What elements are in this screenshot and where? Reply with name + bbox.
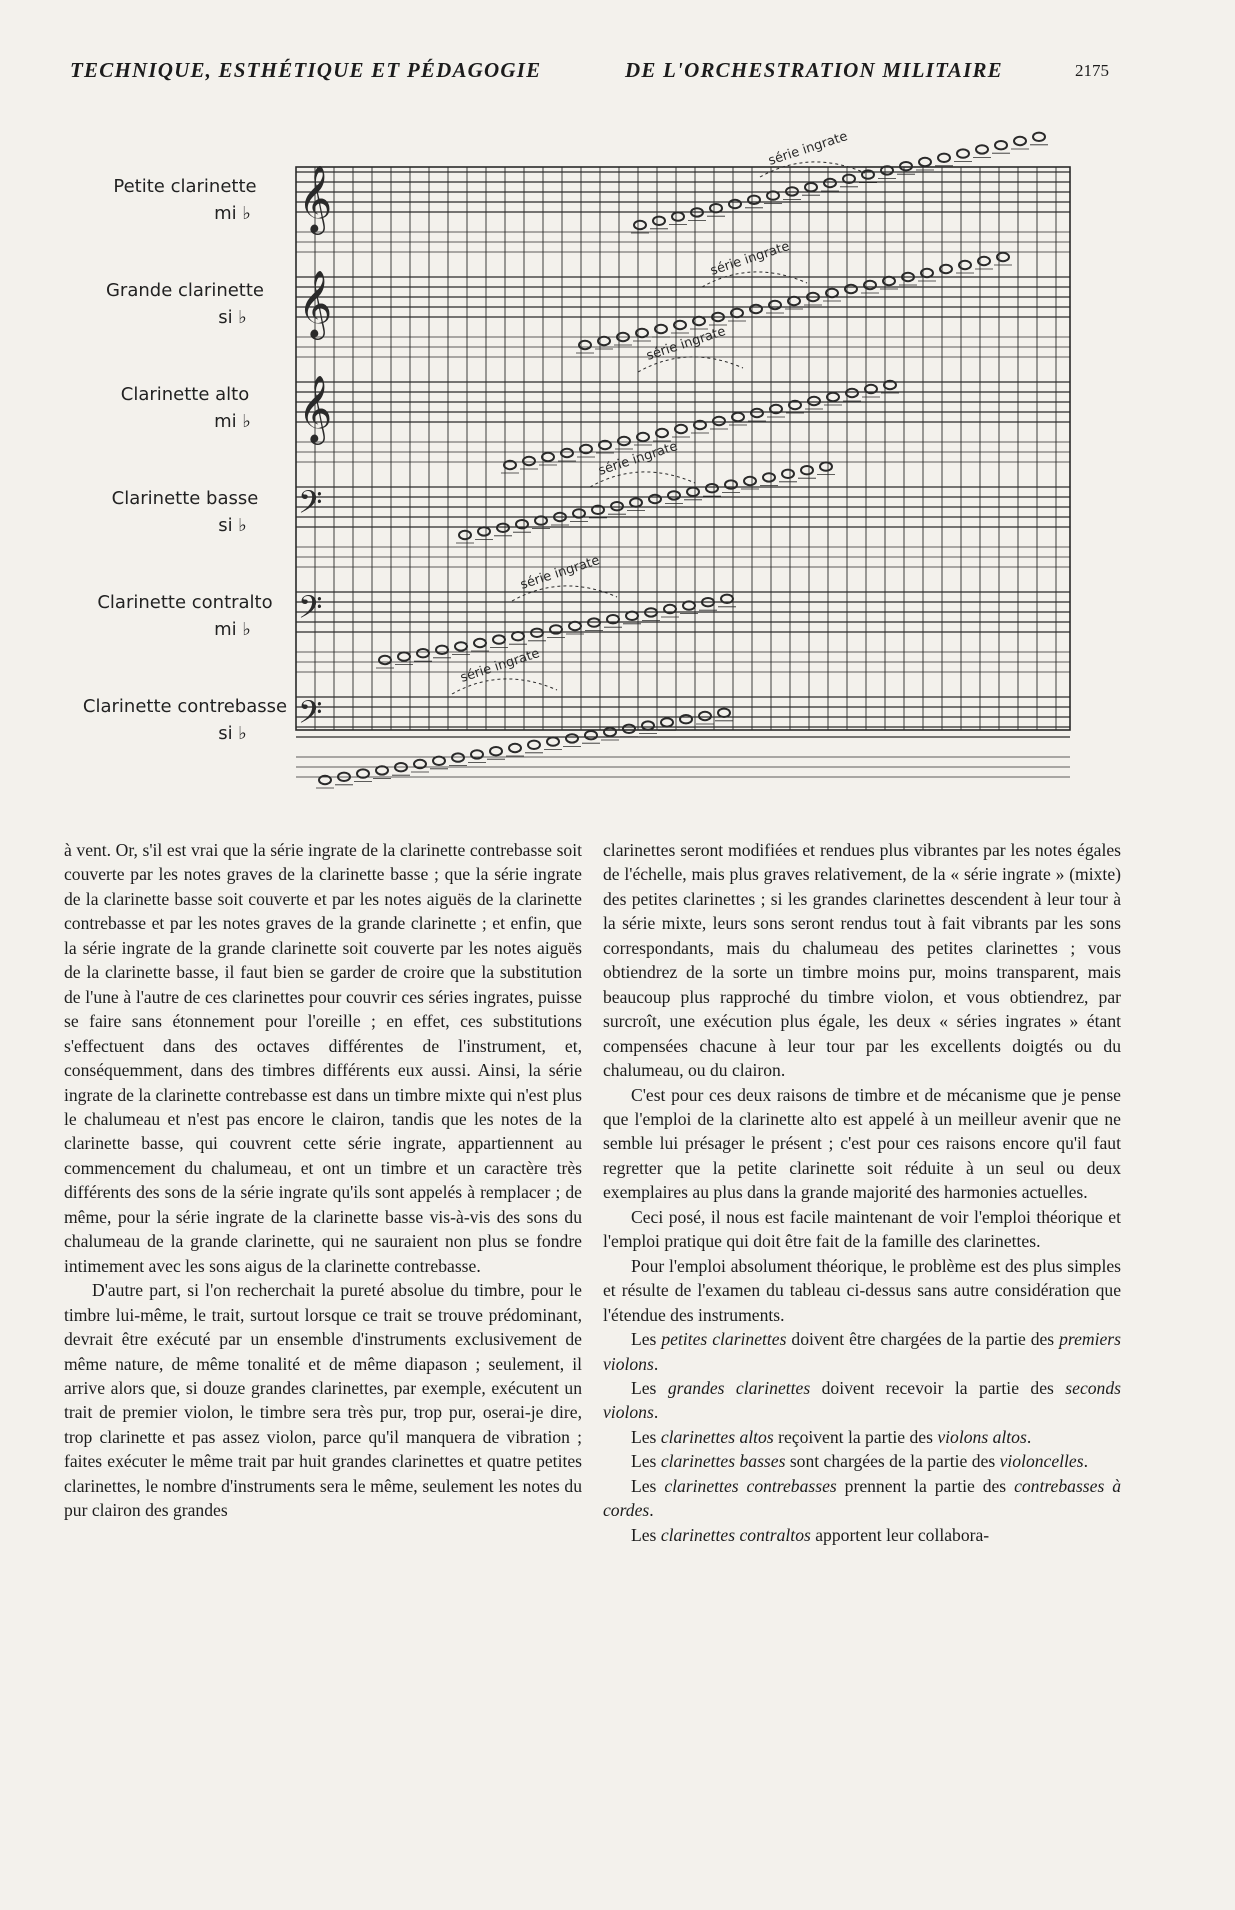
whole-note [474,639,486,647]
whole-note [957,149,969,157]
whole-note [493,635,505,643]
whole-note [379,656,391,664]
instrument-label [70,589,300,643]
treble-clef-icon: 𝄞 [298,374,333,442]
assignment-line: Les clarinettes altos reçoivent la partie des violons altos. [631,1426,1032,1447]
whole-note [1033,133,1045,141]
instrument-key: mi ♭ [214,619,251,640]
instrument-key: si ♭ [218,307,247,328]
instrument-label [70,277,300,331]
whole-note [976,145,988,153]
whole-note [805,183,817,191]
serie-ingrate-label: série ingrate [708,239,792,279]
whole-note [566,734,578,742]
whole-note [687,488,699,496]
serie-ingrate-label: série ingrate [644,324,728,364]
whole-note [801,466,813,474]
whole-note [680,715,692,723]
whole-note [668,491,680,499]
whole-note [808,397,820,405]
assignment-line: Les clarinettes contraltos apportent leur collabora- [631,1524,990,1545]
treble-clef-icon: 𝄞 [298,164,333,232]
page-number: 2175 [1075,61,1109,80]
whole-note [478,527,490,535]
treble-clef-icon: 𝄞 [298,269,333,337]
instrument-label [70,173,300,227]
whole-note [357,769,369,777]
running-head-left: TECHNIQUE, ESTHÉTIQUE ET PÉDAGOGIE [70,58,542,82]
instrument-name: Clarinette contralto [97,592,273,613]
whole-note [710,204,722,212]
whole-note [585,731,597,739]
serie-ingrate-label: série ingrate [518,553,602,593]
whole-note [452,753,464,761]
paragraph: clarinettes seront modifiées et rendues plus vibrantes par les notes égales de l'échelle, mais plus graves relativement, de la « série ingrate » (mixte) des petites clarinettes ; si les grandes clarinettes descendent à leur tour à la série mixte, leurs sons seront rendus tout à fait vibrants par les sons correspondants, mais du chalumeau des petites clarinettes ; vous obtiendrez de la sorte un timbre moins pur, moins transparent, mais beaucoup plus rapproché du timbre violon, et vous obtiendrez, par surcroît, une exécution plus égale, les deux « séries ingrates » étant compensées chacune à leur tour par les excellents doigtés ou du chalumeau, ou du clairon. [603,840,1121,1081]
whole-note [827,393,839,401]
whole-note [528,741,540,749]
assignment-line: Les clarinettes contrebasses prennent la partie des contrebasses à cordes. [603,1475,1122,1521]
whole-note [656,429,668,437]
paragraph: C'est pour ces deux raisons de timbre et de mécanisme que je pense que l'emploi de la clarinette alto est appelé à un meilleur avenir que ne semble lui présager le présent ; c'est pour ces raisons encore qu'il faut regretter que la petite clarinette soit réduite à un seul ou deux exemplaires au plus dans la grande majorité des harmonies actuelles. [603,1084,1121,1203]
whole-note [611,502,623,510]
whole-note [509,744,521,752]
instrument-key: si ♭ [218,723,247,744]
whole-note [512,632,524,640]
whole-note [919,158,931,166]
running-head-right: DE L'ORCHESTRATION MILITAIRE [625,58,1003,82]
whole-note [699,712,711,720]
running-head [70,58,1120,88]
whole-note [938,154,950,162]
whole-note [634,221,646,229]
whole-note [531,629,543,637]
instrument-name: Grande clarinette [105,280,264,301]
bass-clef-icon: 𝄢 [298,589,323,633]
whole-note [683,601,695,609]
instrument-key: mi ♭ [214,203,251,224]
whole-note [547,737,559,745]
whole-note [561,449,573,457]
instrument-name: Clarinette basse [111,488,259,509]
instrument-name: Petite clarinette [113,176,257,197]
whole-note [637,433,649,441]
whole-note [767,191,779,199]
whole-note [744,477,756,485]
whole-note [713,417,725,425]
whole-note [535,516,547,524]
whole-note [1014,137,1026,145]
whole-note [569,622,581,630]
whole-note [417,649,429,657]
text-column-left [64,838,582,1523]
whole-note [846,389,858,397]
whole-note [497,524,509,532]
whole-note [782,470,794,478]
whole-note [748,196,760,204]
whole-note [642,721,654,729]
whole-note [675,425,687,433]
whole-note [649,495,661,503]
whole-note [706,484,718,492]
bass-clef-icon: 𝄢 [298,484,323,528]
whole-note [995,141,1007,149]
whole-note [455,642,467,650]
paragraph: à vent. Or, s'il est vrai que la série ingrate de la clarinette contrebasse soit couverte par les notes graves de la clarinette basse ; que la série ingrate de la clarinette basse soit couverte et par les notes aiguës de la clarinette contrebasse et par les notes graves de la grande clarinette ; et enfin, que la série ingrate de la grande clarinette soit couverte par les notes aiguës de la clarinette basse, il faut bien se garder de croire que la substitution de l'une à l'autre de ces clarinettes pour couvrir ces séries ingrates, puisse se faire sans étonnement pour l'oreille ; en effet, ces substitutions s'effectuent dans des octaves différentes de l'instrument, et, conséquemment, dans des timbres différents eux aussi. Ainsi, la série ingrate de la clarinette contrebasse est dans un timbre mixte qui n'est plus le chalumeau et n'est pas encore le clairon, tandis que les notes de la clarinette basse, qui couvrent cette série ingrate, appartiennent au commencement du chalumeau, et ont un timbre et un caractère très différents des sons de la série ingrate qu'ils sont appelés à remplacer ; de même, pour la série ingrate de la clarinette basse vis-à-vis des sons du chalumeau de la grande clarinette, qui ne sauraient non plus se fondre intimement avec les sons aigus de la clarinette contrebasse. [64,840,582,1276]
whole-note [732,413,744,421]
whole-note [436,646,448,654]
text-column-right [603,838,1121,1547]
instrument-name: Clarinette contrebasse [82,696,288,717]
paragraph: Pour l'emploi absolument théorique, le problème est des plus simples et résulte de l'examen du tableau ci-dessus sans autre considération que l'étendue des instruments. [603,1255,1121,1325]
whole-note [751,409,763,417]
whole-note [618,437,630,445]
whole-note [523,457,535,465]
whole-note [604,728,616,736]
instrument-name: Clarinette alto [120,384,250,405]
serie-ingrate-label: série ingrate [458,646,542,686]
whole-note [490,747,502,755]
whole-note [718,709,730,717]
whole-note [824,179,836,187]
whole-note [573,509,585,517]
whole-note [623,725,635,733]
whole-note [763,473,775,481]
paragraph: D'autre part, si l'on recherchait la pureté absolue du timbre, pour le timbre lui-même, le trait, surtout lorsque ce trait se trouve prédominant, devrait être exécuté par un ensemble d'instruments exclusivement de même nature, de même tonalité et de même diapason ; seulement, il arrive alors que, si douze grandes clarinettes, par exemple, exécutent un trait de premier violon, le timbre sera très pur, trop pur, oserai-je dire, trop clarinette et pas assez violon, parce qu'il manquera de vibration ; faites exécuter le même trait par huit grandes clarinettes et quatre petites clarinettes, le nombre d'instruments sera le même, seulement les notes du pur clairon des grandes [64,1280,582,1521]
instrument-label [70,693,300,747]
assignment-line: Les clarinettes basses sont chargées de la partie des violoncelles. [631,1451,1088,1472]
whole-note [653,217,665,225]
paragraph: Ceci posé, il nous est facile maintenant de voir l'emploi théorique et l'emploi pratique qui doit être fait de la famille des clarinettes. [603,1206,1121,1252]
instrument-label [70,485,300,539]
bass-clef-icon: 𝄢 [298,694,323,738]
whole-note [376,766,388,774]
whole-note [459,531,471,539]
whole-note [542,453,554,461]
whole-note [729,200,741,208]
whole-note [661,718,673,726]
whole-note [398,652,410,660]
serie-ingrate-label: série ingrate [766,129,850,169]
instrument-key: si ♭ [218,515,247,536]
serie-ingrate-label: série ingrate [596,439,680,479]
instrument-key: mi ♭ [214,411,251,432]
whole-note [820,462,832,470]
clarinet-range-table [0,95,1235,815]
instrument-label [70,381,300,435]
whole-note [630,498,642,506]
whole-note [433,757,445,765]
whole-note [626,612,638,620]
assignment-line: Les petites clarinettes doivent être chargées de la partie des premiers violons. [603,1329,1121,1374]
whole-note [672,212,684,220]
grid-border [296,167,1070,730]
assignment-line: Les grandes clarinettes doivent recevoir la partie des seconds violons. [603,1377,1121,1423]
